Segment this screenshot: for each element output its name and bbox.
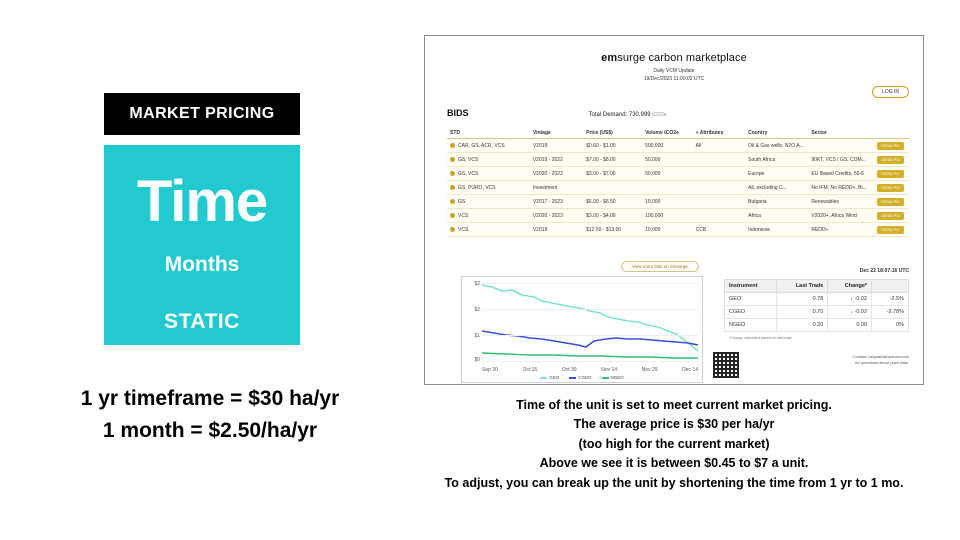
- cell-std: [447, 195, 530, 209]
- col-instrument: Instrument: [725, 280, 777, 293]
- series-cgeo-line: [482, 331, 698, 347]
- table-row[interactable]: [447, 153, 909, 167]
- col-country: Country: [745, 128, 808, 139]
- gridline: [482, 361, 698, 362]
- legend-swatch-icon: [569, 377, 576, 379]
- cell-action[interactable]: [874, 223, 909, 237]
- cell-attributes: CCB: [693, 223, 746, 237]
- cell-vintage: V2020 - 2022: [530, 167, 583, 181]
- table-row[interactable]: [447, 181, 909, 195]
- chart-plot-area: [482, 281, 698, 365]
- cell-sector: [808, 139, 874, 153]
- cell-std: [447, 153, 530, 167]
- cell-sector: EU Based Credits, 50-6: [808, 167, 874, 181]
- instrument-name: GEO: [725, 293, 777, 306]
- cell-price: $7.00 - $8.00: [583, 153, 642, 167]
- instrument-change-pct: 0%: [872, 319, 909, 332]
- caption-line-3: (too high for the current market): [578, 436, 770, 451]
- brand-prefix: em: [601, 52, 618, 64]
- legend-label-geo: GEO: [549, 375, 560, 380]
- cell-std-text: GS, VCS: [458, 156, 479, 163]
- x-tick-4: Nov 29: [641, 367, 658, 373]
- screenshot-subtitle: [425, 68, 923, 83]
- instrument-last-trade: 0.78: [777, 293, 828, 306]
- col-attributes: + Attributes: [693, 128, 746, 139]
- legend-item-geo[interactable]: [540, 375, 559, 380]
- col-sector: Sector: [808, 128, 874, 139]
- cell-action[interactable]: [874, 209, 909, 223]
- legend-item-ngeo[interactable]: [602, 375, 624, 380]
- time-card-state: STATIC: [164, 310, 240, 333]
- view-more-bids-label: View more bids on emsurge: [632, 264, 688, 269]
- instrument-table-header: [725, 280, 909, 293]
- cell-attributes: All: [693, 139, 746, 153]
- caption-line-5: To adjust, you can break up the unit by shortening the time from 1 yr to 1 mo.: [444, 475, 904, 490]
- time-card: [104, 145, 300, 345]
- cell-vintage: V2017 - 2023: [530, 195, 583, 209]
- cell-volume: [642, 181, 693, 195]
- cell-action[interactable]: [874, 195, 909, 209]
- bullet-icon: [450, 213, 455, 218]
- col-vintage: Vintage: [530, 128, 583, 139]
- cell-price: $3.00 - $7.00: [583, 167, 642, 181]
- view-po-button[interactable]: VIEW PO: [877, 184, 904, 192]
- col-change: Change*: [828, 280, 872, 293]
- cell-action[interactable]: [874, 153, 909, 167]
- view-po-button[interactable]: VIEW PO: [877, 142, 904, 150]
- cell-std: [447, 167, 530, 181]
- time-card-title: Time: [136, 169, 268, 234]
- cell-vintage: V2019: [530, 139, 583, 153]
- price-history-chart: [461, 276, 703, 383]
- col-action: [874, 128, 909, 139]
- instrument-last-trade: 0.70: [777, 306, 828, 319]
- cell-price: $0.60 - $1.00: [583, 139, 642, 153]
- y-tick-1: $2: [474, 307, 480, 313]
- cell-action[interactable]: [874, 139, 909, 153]
- instrument-change-pct: -2.5%: [872, 293, 909, 306]
- cell-std-text: VCS: [458, 212, 469, 219]
- cell-volume: 500,000: [642, 139, 693, 153]
- cell-vintage: V2020 - 2023: [530, 209, 583, 223]
- instrument-change-pct: -2.78%: [872, 306, 909, 319]
- table-row[interactable]: [447, 139, 909, 153]
- cell-price: $12.50 - $13.00: [583, 223, 642, 237]
- view-po-button[interactable]: VIEW PO: [877, 156, 904, 164]
- cell-std-text: GS, PURO, VCS: [458, 184, 496, 191]
- contact-block: [729, 354, 909, 367]
- x-tick-2: Oct 30: [561, 367, 577, 373]
- view-po-button[interactable]: VIEW PO: [877, 170, 904, 178]
- caption-line-2: The average price is $30 per ha/yr: [573, 417, 775, 432]
- caption-line-1: Time of the unit is set to meet current market pricing.: [516, 398, 832, 412]
- cell-country: Africa: [745, 209, 808, 223]
- cell-attributes: [693, 209, 746, 223]
- chart-y-axis: [464, 281, 480, 363]
- instrument-change: ↓ -0.02: [828, 293, 872, 306]
- col-change-pct: [872, 280, 909, 293]
- table-row[interactable]: [447, 195, 909, 209]
- bullet-icon: [450, 199, 455, 204]
- cell-sector: 90KT, VCS / GS, COM...: [808, 153, 874, 167]
- cell-std-text: GS, VCS: [458, 170, 479, 177]
- cell-vintage: V2019: [530, 223, 583, 237]
- caption-block: [396, 396, 952, 493]
- cell-vintage: V2019 - 2022: [530, 153, 583, 167]
- legend-item-cgeo[interactable]: [569, 375, 591, 380]
- chart-legend: [462, 375, 702, 380]
- cell-sector: No IFM, No REDD+, Bi...: [808, 181, 874, 195]
- x-tick-5: Dec 14: [682, 367, 698, 373]
- cell-attributes: [693, 195, 746, 209]
- instrument-change: 0.00: [828, 319, 872, 332]
- daily-update-label: Daily VCM Update: [653, 68, 695, 74]
- login-label: LOG IN: [882, 89, 899, 95]
- view-po-button[interactable]: VIEW PO: [877, 198, 904, 206]
- table-row[interactable]: [725, 293, 909, 306]
- cell-volume: 100,000: [642, 209, 693, 223]
- table-row[interactable]: [725, 319, 909, 332]
- total-demand-label: Total Demand:: [588, 112, 628, 118]
- cell-std-text: GS: [458, 198, 466, 205]
- instrument-name: CGEO: [725, 306, 777, 319]
- time-card-subtitle: Months: [164, 253, 240, 276]
- legend-label-ngeo: NGEO: [610, 375, 624, 380]
- table-row[interactable]: [447, 167, 909, 181]
- cell-action[interactable]: [874, 167, 909, 181]
- cell-std: [447, 139, 530, 153]
- cell-sector: Renewables: [808, 195, 874, 209]
- y-tick-0: $2: [474, 281, 480, 287]
- legend-swatch-icon: [540, 377, 547, 379]
- view-more-bids-button[interactable]: [621, 261, 699, 272]
- cell-std: [447, 209, 530, 223]
- cell-price: [583, 181, 642, 195]
- cell-vintage: Investment: [530, 181, 583, 195]
- x-tick-0: Sep 30: [482, 367, 498, 373]
- cell-std-text: VCS: [458, 226, 469, 233]
- chart-x-axis: [482, 367, 698, 373]
- x-tick-1: Oct 15: [522, 367, 538, 373]
- table-row[interactable]: [447, 209, 909, 223]
- bullet-icon: [450, 227, 455, 232]
- cell-std: [447, 181, 530, 195]
- screenshot-header: [425, 36, 923, 83]
- bullet-icon: [450, 143, 455, 148]
- cell-country: Bulgaria: [745, 195, 808, 209]
- instrument-last-trade: 0.20: [777, 319, 828, 332]
- col-last-trade: Last Trade: [777, 280, 828, 293]
- left-notes: [40, 383, 380, 446]
- chart-series-svg: [482, 281, 698, 365]
- bullet-icon: [450, 171, 455, 176]
- bids-table: [447, 128, 909, 237]
- bids-title: BIDS: [447, 108, 469, 118]
- gridline: [482, 283, 698, 284]
- bids-table-header: [447, 128, 909, 139]
- table-row[interactable]: [447, 223, 909, 237]
- market-pricing-label: MARKET PRICING: [129, 105, 275, 122]
- cell-country: Europe: [745, 167, 808, 181]
- y-tick-2: $1: [474, 333, 480, 339]
- col-std: STD: [447, 128, 530, 139]
- cell-std-text: CAR, GS, ACR, VCS: [458, 142, 505, 149]
- cell-volume: 50,000: [642, 153, 693, 167]
- cell-sector: V2020+, Africa Wind: [808, 209, 874, 223]
- cell-volume: 50,000: [642, 167, 693, 181]
- bullet-icon: [450, 157, 455, 162]
- view-po-button[interactable]: VIEW PO: [877, 212, 904, 220]
- cell-volume: 10,000: [642, 223, 693, 237]
- contact-line-1: Contact: xsignals@xpansiv.com: [852, 354, 909, 359]
- legend-label-cgeo: CGEO: [578, 375, 592, 380]
- cell-country: South Africa: [745, 153, 808, 167]
- brand-title: [425, 52, 923, 64]
- gridline: [482, 335, 698, 336]
- update-timestamp: 19/Dec/2023 11:00:02 UTC: [643, 75, 705, 82]
- contact-line-2: for questions about price data.: [855, 360, 909, 366]
- col-price: Price (US$): [583, 128, 642, 139]
- cell-country: All, excluding C...: [745, 181, 808, 195]
- legend-swatch-icon: [602, 377, 609, 379]
- total-demand-unit: tCO2e: [652, 112, 667, 118]
- x-tick-3: Nov 14: [601, 367, 618, 373]
- cell-attributes: [693, 167, 746, 181]
- total-demand-value: 730,999: [628, 112, 651, 118]
- instrument-name: NGEO: [725, 319, 777, 332]
- instrument-timestamp: Dec 22 18:07:16 UTC: [859, 268, 909, 274]
- gridline: [482, 309, 698, 310]
- cell-std: [447, 223, 530, 237]
- bullet-icon: [450, 185, 455, 190]
- instrument-table: [724, 279, 909, 332]
- instrument-note: *Change calculated based on last trade: [729, 336, 792, 340]
- bids-header-row: [447, 108, 909, 118]
- left-note-line-1: 1 yr timeframe = $30 ha/yr: [80, 387, 340, 410]
- cell-attributes: [693, 181, 746, 195]
- y-tick-3: $0: [474, 357, 480, 363]
- cell-volume: 10,000: [642, 195, 693, 209]
- col-volume: Volume tCO2e: [642, 128, 693, 139]
- market-pricing-banner: [104, 93, 300, 135]
- login-button[interactable]: [872, 86, 909, 98]
- cell-price: $6.00 - $6.50: [583, 195, 642, 209]
- left-note-line-2: 1 month = $2.50/ha/yr: [102, 418, 318, 442]
- cell-country: Indonesia: [745, 223, 808, 237]
- cell-action[interactable]: [874, 181, 909, 195]
- cell-price: $3.00 - $4.00: [583, 209, 642, 223]
- cell-country: Oil & Gas wells, N2O A...: [745, 139, 808, 153]
- brand-rest: surge carbon marketplace: [617, 52, 747, 64]
- table-row[interactable]: [725, 306, 909, 319]
- series-ngeo-line: [482, 353, 698, 358]
- marketplace-screenshot: [424, 35, 924, 385]
- instrument-change: ↓ -0.02: [828, 306, 872, 319]
- caption-line-4: Above we see it is between $0.45 to $7 a unit.: [539, 456, 809, 471]
- cell-sector: REDD+: [808, 223, 874, 237]
- cell-attributes: [693, 153, 746, 167]
- total-demand: [589, 112, 667, 118]
- view-po-button[interactable]: VIEW PO: [877, 226, 904, 234]
